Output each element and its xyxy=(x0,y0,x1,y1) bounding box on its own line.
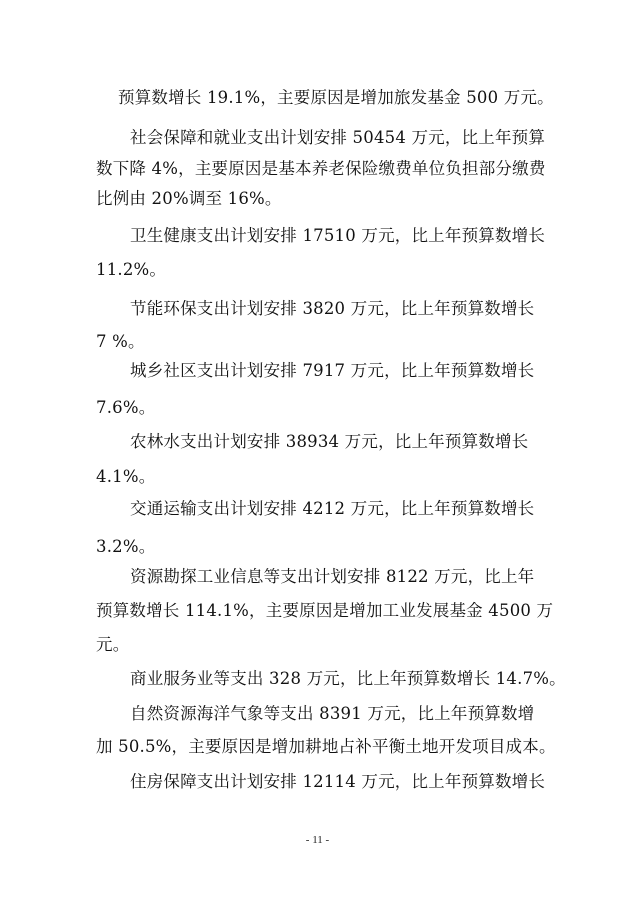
text-line: 元。 xyxy=(96,635,130,654)
text-line: 7.6%。 xyxy=(96,398,156,417)
text-line: 预算数增长 19.1%，主要原因是增加旅发基金 500 万元。 xyxy=(118,88,554,107)
page-number: - 11 - xyxy=(305,834,330,846)
text-line: 加 50.5%，主要原因是增加耕地占补平衡土地开发项目成本。 xyxy=(96,737,556,756)
text-line: 节能环保支出计划安排 3820 万元，比上年预算数增长 xyxy=(130,299,535,318)
text-line: 7 %。 xyxy=(96,332,145,351)
text-line: 交通运输支出计划安排 4212 万元，比上年预算数增长 xyxy=(130,499,535,518)
text-line: 社会保障和就业支出计划安排 50454 万元，比上年预算 xyxy=(130,128,546,147)
text-line: 资源勘探工业信息等支出计划安排 8122 万元，比上年 xyxy=(130,567,535,586)
text-line: 商业服务业等支出 328 万元，比上年预算数增长 14.7%。 xyxy=(130,669,566,688)
text-line: 4.1%。 xyxy=(96,467,156,486)
text-line: 3.2%。 xyxy=(96,537,156,556)
text-line: 数下降 4%，主要原因是基本养老保险缴费单位负担部分缴费 xyxy=(96,159,546,178)
text-line: 住房保障支出计划安排 12114 万元，比上年预算数增长 xyxy=(130,772,546,791)
text-line: 预算数增长 114.1%，主要原因是增加工业发展基金 4500 万 xyxy=(96,601,554,620)
text-line: 卫生健康支出计划安排 17510 万元，比上年预算数增长 xyxy=(130,226,546,245)
text-line: 比例由 20%调至 16%。 xyxy=(96,189,282,208)
text-line: 11.2%。 xyxy=(96,260,167,279)
text-line: 城乡社区支出计划安排 7917 万元，比上年预算数增长 xyxy=(130,361,535,380)
text-line: 农林水支出计划安排 38934 万元，比上年预算数增长 xyxy=(130,432,529,451)
text-line: 自然资源海洋气象等支出 8391 万元，比上年预算数增 xyxy=(130,704,535,723)
